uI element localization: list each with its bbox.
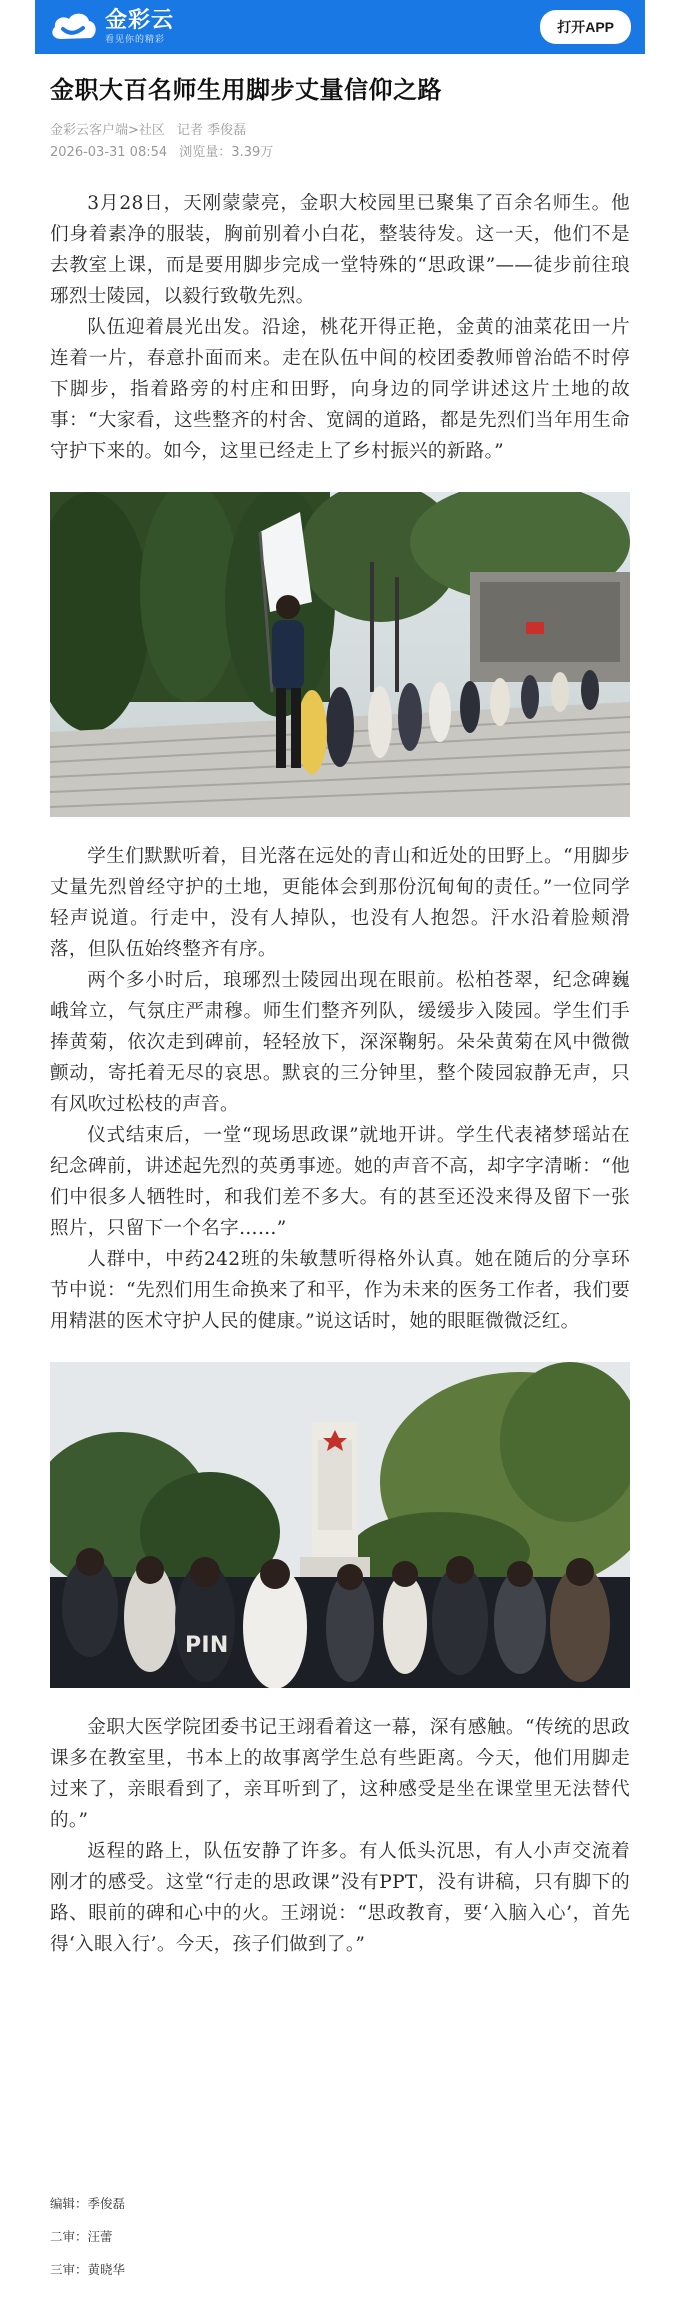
paragraph: 返程的路上，队伍安静了许多。有人低头沉思，有人小声交流着刚才的感受。这堂“行走的思政课”没有PPT，没有讲稿，只有脚下的路、眼前的碑和心中的火。王翊说：“思政教育，要‘入脑入心’，首先得‘入眼入行’。今天，孩子们做到了。” bbox=[50, 1841, 630, 1955]
source-link[interactable]: 金彩云客户端>社区 bbox=[50, 123, 165, 138]
paragraph: 3月28日，天刚蒙蒙亮，金职大校园里已聚集了百余名师生。他们身着素净的服装，胸前别着小白花，整装待发。这一天，他们不是去教室上课，而是要用脚步完成一堂特殊的“思政课”——徒步前往琅琊烈士陵园，以毅行致敬先烈。 bbox=[50, 193, 630, 307]
paragraph: 学生们默默听着，目光落在远处的青山和近处的田野上。“用脚步丈量先烈曾经守护的土地，更能体会到那份沉甸甸的责任。”一位同学轻声说道。行走中，没有人掉队，也没有人抱怨。汗水沿着脸颊滑落，但队伍始终整齐有序。 bbox=[50, 846, 630, 960]
editor-credit: 编辑：季俊磊 bbox=[50, 2196, 126, 2211]
sweater-text: PIN bbox=[185, 1633, 229, 1658]
view-count: 浏览量：3.39万 bbox=[179, 145, 274, 160]
brand[interactable] bbox=[47, 7, 174, 47]
article-credits bbox=[50, 2187, 125, 2286]
article-meta bbox=[50, 120, 630, 164]
article-content bbox=[50, 54, 630, 1960]
third-review-credit: 三审：黄晓华 bbox=[50, 2262, 126, 2277]
paragraph: 人群中，中药242班的朱敏慧听得格外认真。她在随后的分享环节中说：“先烈们用生命换来了和平，作为未来的医务工作者，我们要用精湛的医术守护人民的健康。”说这话时，她的眼眶微微泛红。 bbox=[50, 1249, 630, 1332]
paragraph: 仪式结束后，一堂“现场思政课”就地开讲。学生代表褚梦瑶站在纪念碑前，讲述起先烈的英勇事迹。她的声音不高，却字字清晰：“他们中很多人牺牲时，和我们差不多大。有的甚至还没来得及留下一张照片，只留下一个名字……” bbox=[50, 1125, 630, 1239]
author-label: 记者 季俊磊 bbox=[177, 123, 247, 138]
publish-time: 2026-03-31 08:54 bbox=[50, 145, 168, 160]
article-title: 金职大百名师生用脚步丈量信仰之路 bbox=[50, 76, 442, 104]
paragraph: 两个多小时后，琅琊烈士陵园出现在眼前。松柏苍翠，纪念碑巍峨耸立，气氛庄严肃穆。师生们整齐列队，缓缓步入陵园。学生们手捧黄菊，依次走到碑前，轻轻放下，深深鞠躬。朵朵黄菊在风中微微颤动，寄托着无尽的哀思。默哀的三分钟里，整个陵园寂静无声，只有风吹过松枝的声音。 bbox=[50, 970, 630, 1115]
open-app-button[interactable]: 打开APP bbox=[540, 10, 631, 44]
brand-slogan: 看见你的精彩 bbox=[105, 34, 166, 45]
article-body bbox=[50, 188, 630, 1960]
app-header-bar bbox=[35, 0, 645, 54]
memorial-photo[interactable] bbox=[50, 1362, 630, 1688]
cloud-logo-icon bbox=[47, 7, 99, 47]
paragraph: 金职大医学院团委书记王翊看着这一幕，深有感触。“传统的思政课多在教室里，书本上的故事离学生总有些距离。今天，他们用脚走过来了，亲眼看到了，亲耳听到了，这种感受是坐在课堂里无法替代的。” bbox=[50, 1717, 630, 1831]
brand-name: 金彩云 bbox=[105, 7, 175, 33]
paragraph: 队伍迎着晨光出发。沿途，桃花开得正艳，金黄的油菜花田一片连着一片，春意扑面而来。走在队伍中间的校团委教师曾治皓不时停下脚步，指着路旁的村庄和田野，向身边的同学讲述这片土地的故事：“大家看，这些整齐的村舍、宽阔的道路，都是先烈们当年用生命守护下来的。如今，这里已经走上了乡村振兴的新路。” bbox=[50, 317, 630, 462]
march-photo[interactable] bbox=[50, 492, 630, 817]
second-review-credit: 二审：汪蕾 bbox=[50, 2229, 113, 2244]
